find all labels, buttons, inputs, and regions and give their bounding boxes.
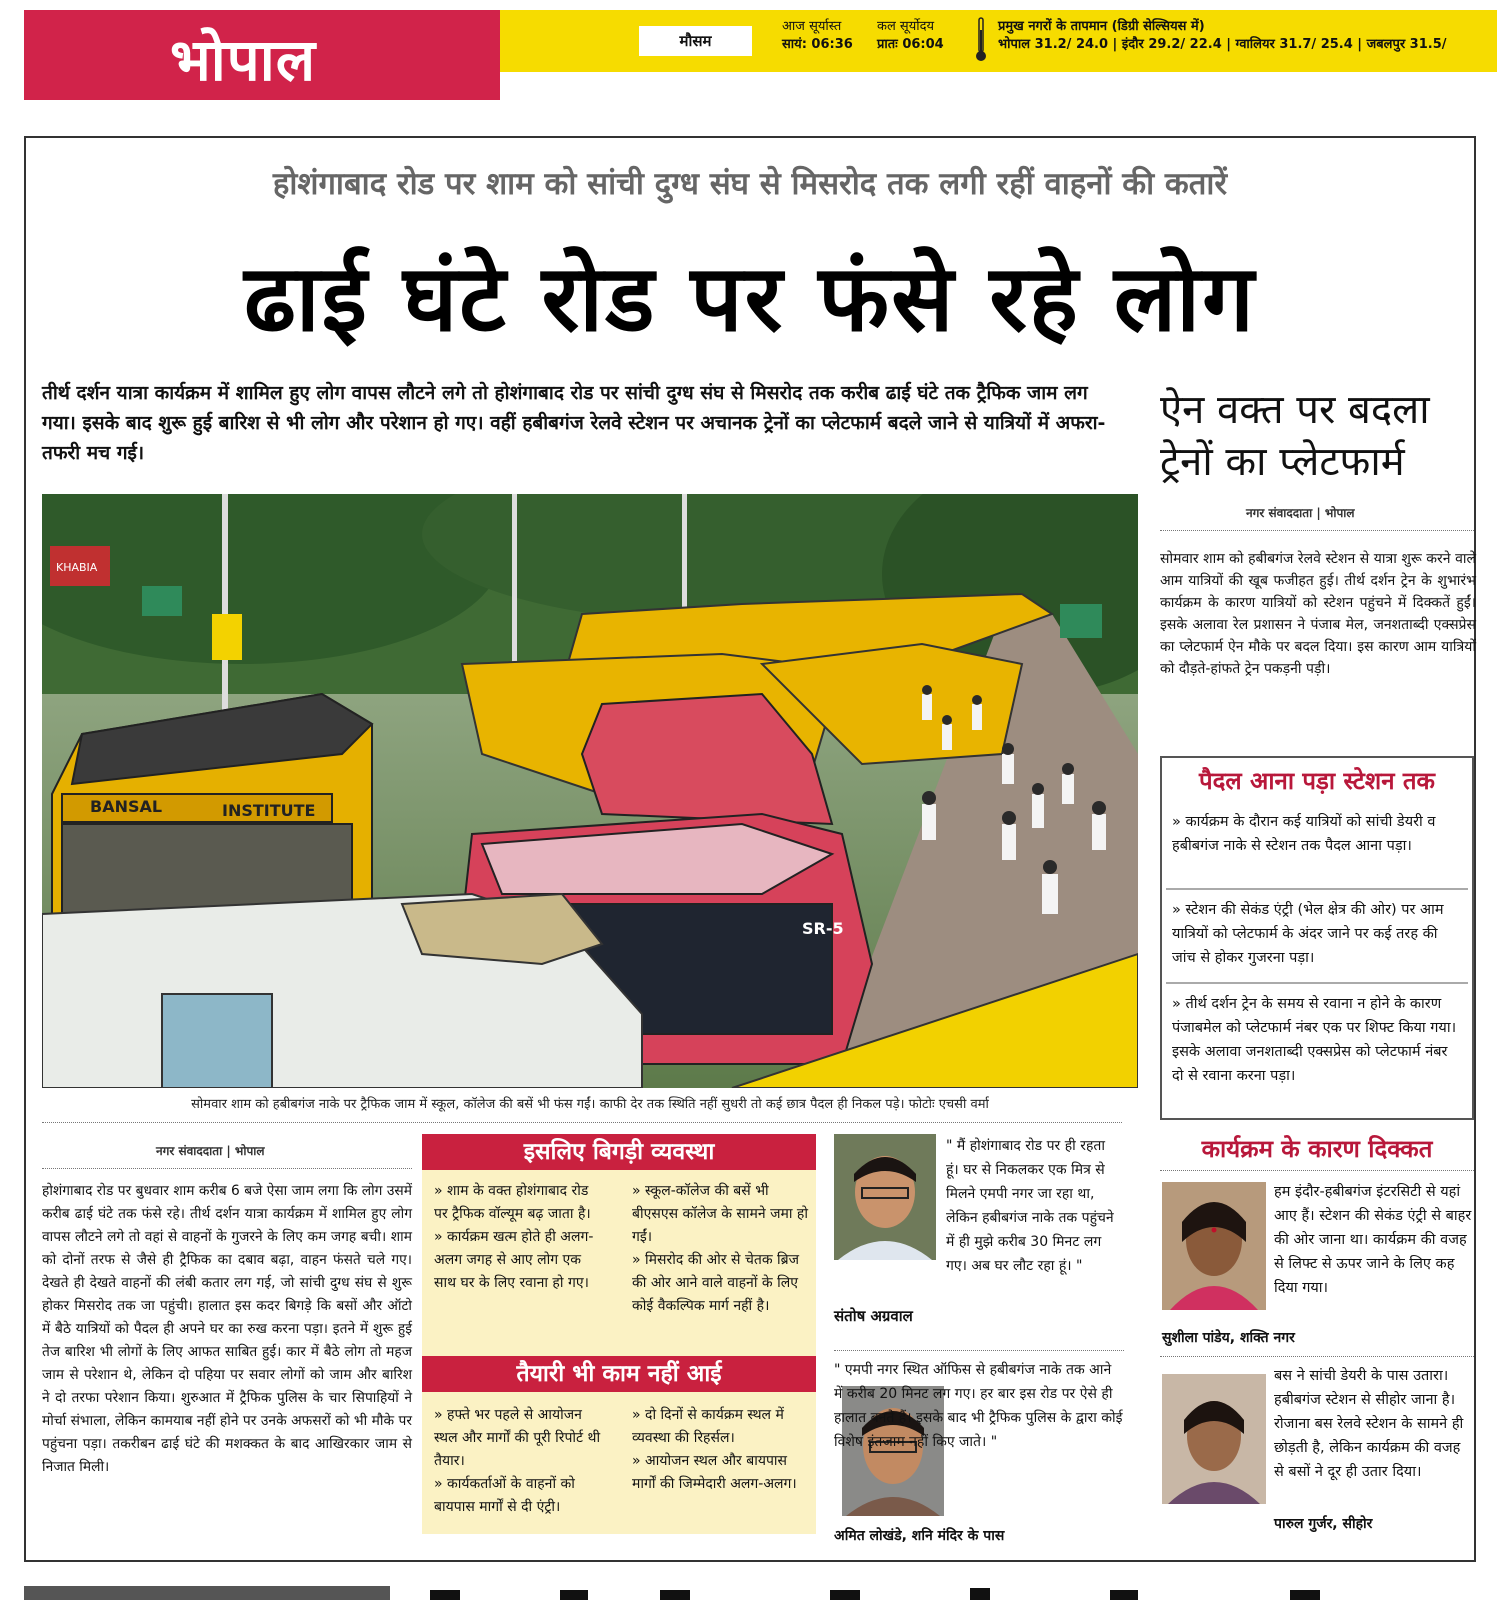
weather-label: मौसम — [639, 26, 752, 56]
walk-box-title: पैदल आना पड़ा स्टेशन तक — [1198, 767, 1435, 795]
factbox-column: » शाम के वक्त होशंगाबाद रोड पर ट्रैफिक वॉल्यूम बढ़ जाता है। » कार्यक्रम खत्म होते ही अलग-अलग जगह से आए लोग एक साथ घर के लिए रवाना हो गए। — [434, 1183, 594, 1291]
sunrise-info — [877, 18, 944, 54]
quote-text: बस ने सांची डेयरी के पास उतारा। हबीबगंज स्टेशन से सीहोर जाना है। रोजाना बस रेलवे स्टेशन के सामने ही छोड़ती है, लेकिन कार्यक्रम की वजह से बसों ने दूर ही उतार दिया। — [1274, 1368, 1464, 1480]
divider — [1166, 982, 1468, 984]
divider — [1166, 888, 1468, 890]
city-temperatures — [998, 18, 1447, 54]
sidebar-byline: नगर संवाददाता | भोपाल — [1246, 506, 1355, 520]
article-byline: नगर संवाददाता | भोपाल — [156, 1144, 265, 1158]
thermometer-icon — [975, 16, 987, 64]
walk-box-point: » स्टेशन की सेकंड एंट्री (भेल क्षेत्र की ओर) पर आम यात्रियों को प्लेटफार्म के अंदर जाने पर कई तरह की जांच से होकर गुजरना पड़ा। — [1172, 902, 1444, 966]
photo-caption: सोमवार शाम को हबीबगंज नाके पर ट्रैफिक जाम में स्कूल, कॉलेज की बसें भी फंस गईं। काफी देर तक स्थिति नहीं सुधरी तो कई छात्र पैदल ही निकल पड़े। फोटोः एचसी वर्मा — [191, 1097, 989, 1112]
divider — [1160, 1170, 1474, 1171]
portrait-photo — [1162, 1374, 1266, 1504]
sunset-value: सायं: 06:36 — [782, 37, 853, 52]
walk-box-point: » कार्यक्रम के दौरान कई यात्रियों को सांची डेयरी व हबीबगंज नाके से स्टेशन तक पैदल आना पड़ा। — [1172, 814, 1436, 854]
quote-text: हम इंदौर-हबीबगंज इंटरसिटी से यहां आए हैं। स्टेशन की सेकंड एंट्री से बाहर की ओर जाना था। कार्यक्रम की वजह से लिफ्ट से ऊपर जाने के लिए कह दिया गया। — [1274, 1184, 1472, 1296]
bus-sign-institute: INSTITUTE — [222, 801, 316, 820]
sunrise-value: प्रातः 06:04 — [877, 37, 944, 52]
quote-attribution: सुशीला पांडेय, शक्ति नगर — [1162, 1330, 1295, 1346]
shop-sign: KHABIA — [56, 561, 98, 574]
quote-attribution: संतोष अग्रवाल — [834, 1307, 913, 1325]
temps-label: प्रमुख नगरों के तापमान (डिग्री सेल्सियस में) — [998, 19, 1205, 34]
sunset-label: आज सूर्यास्त — [782, 19, 842, 34]
story-intro: तीर्थ दर्शन यात्रा कार्यक्रम में शामिल हुए लोग वापस लौटने लगे तो होशंगाबाद रोड पर सांची दुग्ध संघ से मिसरोद तक करीब ढाई घंटे तक ट्रैफिक जाम लग गया। इसके बाद शुरू हुई बारिश से भी लोग और परेशान हो गए। वहीं हबीबगंज रेलवे स्टेशन पर अचानक ट्रेनों का प्लेटफार्म बदले जाने से यात्रियों में अफरा-तफरी मच गई। — [42, 382, 1106, 464]
divider — [42, 1122, 1122, 1123]
traffic-jam-photo — [42, 494, 1138, 1088]
divider — [1160, 1356, 1474, 1357]
quote-text: " मैं होशंगाबाद रोड पर ही रहता हूं। घर से निकलकर एक मित्र से मिलने एमपी नगर जा रहा था, लेकिन हबीबगंज नाके तक पहुंचने में ही मुझे करीब 30 मिनट लग गए। अब घर लौट रहा हूं। " — [946, 1138, 1114, 1274]
bus-sign-bansal: BANSAL — [90, 797, 163, 816]
temps-values: भोपाल 31.2/ 24.0 | इंदौर 29.2/ 22.4 | ग्वालियर 31.7/ 25.4 | जबलपुर 31.5/ — [998, 37, 1447, 52]
walk-box-point: » तीर्थ दर्शन ट्रेन के समय से रवाना न होने के कारण पंजाबमेल को प्लेटफार्म नंबर एक पर शिफ्ट किया गया। इसके अलावा जनशताब्दी एक्सप्रेस को प्लेटफार्म नंबर दो से रवाना करना पड़ा। — [1172, 996, 1457, 1084]
sunrise-label: कल सूर्योदय — [877, 19, 935, 34]
factbox-column: » स्कूल-कॉलेज की बसें भी बीएसएस कॉलेज के सामने जमा हो गईं। » मिसरोद की ओर से चेतक ब्रिज की ओर आने वाले वाहनों के लिए कोई वैकल्पिक मार्ग नहीं है। — [632, 1183, 808, 1314]
factbox-title: इसलिए बिगड़ी व्यवस्था — [422, 1134, 816, 1170]
divider — [42, 1168, 412, 1169]
city-title: भोपाल — [170, 26, 317, 94]
divider — [1160, 530, 1474, 531]
portrait-photo — [1162, 1182, 1266, 1310]
sunset-info — [782, 18, 853, 54]
story-kicker: होशंगाबाद रोड पर शाम को सांची दुग्ध संघ से मिसरोद तक लगी रहीं वाहनों की कतारें — [272, 166, 1228, 202]
sidebar-headline: ऐन वक्त पर बदला ट्रेनों का प्लेटफार्म — [1160, 387, 1430, 485]
portrait-photo — [834, 1134, 936, 1260]
problem-section-title: कार्यक्रम के कारण दिक्कत — [1201, 1135, 1433, 1163]
quote-attribution: पारुल गुर्जर, सीहोर — [1274, 1516, 1373, 1532]
next-section-bar — [24, 1586, 390, 1600]
next-headline-fragment — [410, 1588, 1370, 1600]
sidebar-body: सोमवार शाम को हबीबगंज रेलवे स्टेशन से यात्रा शुरू करने वाले आम यात्रियों की खूब फजीहत हुई। तीर्थ दर्शन ट्रेन के शुभारंभ कार्यक्रम के कारण यात्रियों को स्टेशन पहुंचने में दिक्कतें हुईं। इसके अलावा रेल प्रशासन ने पंजाब मेल, जनशताब्दी एक्सप्रेस का प्लेटफार्म ऐन मौके पर बदल दिया। इस कारण आम यात्रियों को दौड़ते-हांफते ट्रेन पकड़नी पड़ी। — [1160, 551, 1476, 677]
factbox-title: तैयारी भी काम नहीं आई — [422, 1356, 816, 1392]
factbox-column: » हफ्ते भर पहले से आयोजन स्थल और मार्गों की पूरी रिपोर्ट थी तैयार। » कार्यकर्ताओं के वाहनों को बायपास मार्गों से दी एंट्री। — [434, 1407, 601, 1515]
story-headline: ढाई घंटे रोड पर फंसे रहे लोग — [244, 245, 1256, 352]
article-body: होशंगाबाद रोड पर बुधवार शाम करीब 6 बजे ऐसा जाम लगा कि लोग उसमें करीब ढाई घंटे तक फंसे रहे। तीर्थ दर्शन यात्रा कार्यक्रम में शामिल हुए लोग वापस लौटने लगे तो वहां से वाहनों के गुजरने के लिए कम जगह बची। शाम को दोनों तरफ से जैसे ही ट्रैफिक का दबाव बढ़ा, वाहन फंसते चले गए। देखते ही देखते वाहनों की लंबी कतार लग गई, जो सांची दुग्ध संघ से शुरू होकर मिसरोद तक जा पहुंची। हालात इस कदर बिगड़े कि बसों और ऑटो में बैठे यात्रियों को पैदल ही अपने घर का रुख करना पड़ा। इतने में शुरू हुई तेज बारिश भी लोगों के लिए आफत साबित हुई। कार में बैठे लोग तो महज जाम से परेशान थे, लेकिन दो पहिया पर सवार लोगों को जाम और बारिश ने दो तरफा परेशान किया। शुरुआत में ट्रैफिक पुलिस के चार सिपाहियों ने मोर्चा संभाला, लेकिन कामयाब नहीं होने पर उनके अफसरों को भी मौके पर पहुंचना पड़ा। तकरीबन ढाई घंटे की मशक्कत के बाद आखिरकार जाम से निजात मिली। — [42, 1183, 412, 1475]
quote-attribution: अमित लोखंडे, शनि मंदिर के पास — [834, 1528, 1005, 1544]
divider — [834, 1350, 1124, 1351]
factbox-column: » दो दिनों से कार्यक्रम स्थल में व्यवस्था की रिहर्सल। » आयोजन स्थल और बायपास मार्गों की जिम्मेदारी अलग-अलग। — [632, 1407, 797, 1492]
bus-number: SR-5 — [802, 919, 844, 938]
quote-text: " एमपी नगर स्थित ऑफिस से हबीबगंज नाके तक आने में करीब 20 मिनट लग गए। हर बार इस रोड पर ऐसे ही हालात बनते हैं। इसके बाद भी ट्रैफिक पुलिस के द्वारा कोई विशेष इंतजाम नहीं किए जाते। " — [834, 1362, 1123, 1450]
